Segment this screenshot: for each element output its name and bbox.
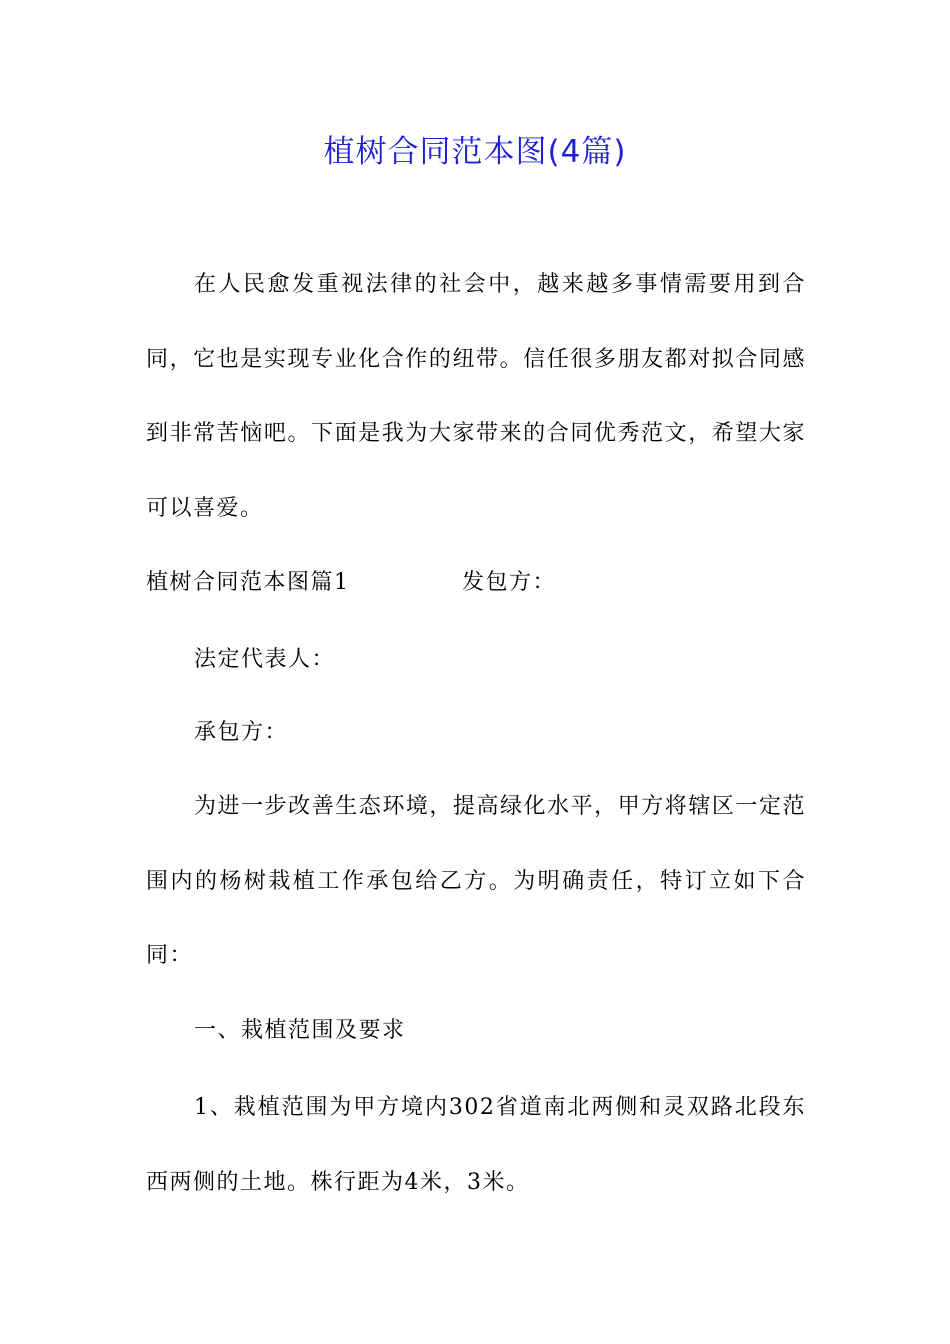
clause-1-heading: 一、栽植范围及要求	[194, 1018, 406, 1043]
document-title: 植树合同范本图(4篇)	[323, 134, 627, 170]
party-a-label: 发包方：	[462, 570, 557, 595]
intro-paragraph: 在人民愈发重视法律的社会中，越来越多事情需要用到合同，它也是实现专业化合作的纽带。信任很多朋友都对拟合同感到非常苦恼吧。下面是我为大家带来的合同优秀范文，希望大家可以喜爱。	[146, 272, 806, 521]
purpose-paragraph: 为进一步改善生态环境，提高绿化水平，甲方将辖区一定范围内的杨树栽植工作承包给乙方。为明确责任，特订立如下合同：	[146, 794, 806, 968]
section-heading: 植树合同范本图篇1	[146, 570, 350, 595]
party-b-label: 承包方：	[194, 720, 289, 745]
clause-1-item-1: 1、栽植范围为甲方境内302省道南北两侧和灵双路北段东西两侧的土地。株行距为4米，3米。	[146, 1095, 806, 1195]
legal-rep-label: 法定代表人：	[194, 647, 336, 672]
